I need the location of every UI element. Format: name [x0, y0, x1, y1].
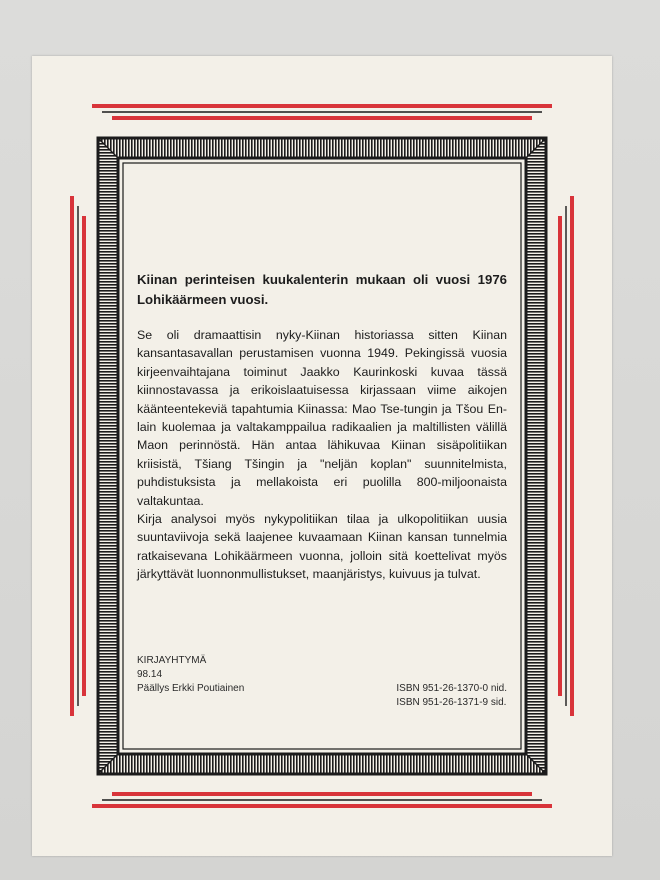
hatched-border-bottom: [98, 754, 546, 774]
cover-credit: Päällys Erkki Poutiainen: [137, 683, 245, 694]
hatched-border-top: [98, 138, 546, 158]
isbn-paperback: ISBN 951-26-1370-0 nid.: [396, 683, 507, 694]
paragraph-1: Se oli dramaattisin nyky-Kiinan historiassa sitten Kiinan kansantasavallan perustamisen vuonna 1949. Pekingissä vuosia kirjeenvaihtajana toiminut Jaakko Kaurinkoski kuvaa tässä kiinnostavassa ja erikoislaatuisessa kirjassaan viime aikojen käänteentekeviä tapahtumia Kiinassa: Mao Tse-tungin ja Tšou En-lain kuolemaa ja valtakamppailua radikaalien ja maltillisten välillä Maon perinnöstä. Hän antaa lähikuvaa Kiinan sisäpolitiikan kriisistä, Tšiang Tšingin ja "neljän koplan" suunnitelmista, puhdistuksista ja mellakoista eri puolilla 800-miljoonaista valtakuntaa.: [137, 328, 507, 508]
blurb: [137, 270, 507, 584]
hatched-border-left: [98, 138, 118, 774]
isbn-hardcover: ISBN 951-26-1371-9 sid.: [396, 697, 507, 708]
paragraph-2: Kirja analysoi myös nykypolitiikan tilaa ja ulkopolitiikan uusia suuntaviivoja sekä laajenee kuvaamaan Kiinan kansan tunnelmia ratkaisevana Lohikäärmeen vuonna, jolloin sitä koettelivat myös järkyttävät luonnonmullistukset, maanjäristys, kuivuus ja tulvat.: [137, 512, 507, 582]
book-back-cover: [32, 56, 612, 856]
class-code: 98.14: [137, 669, 163, 680]
hatched-border-right: [526, 138, 546, 774]
publisher-name: KIRJAYHTYMÄ: [137, 655, 207, 666]
lead-text: Kiinan perinteisen kuukalenterin mukaan oli vuosi 1976 Lohikäärmeen vuosi.: [137, 272, 507, 307]
